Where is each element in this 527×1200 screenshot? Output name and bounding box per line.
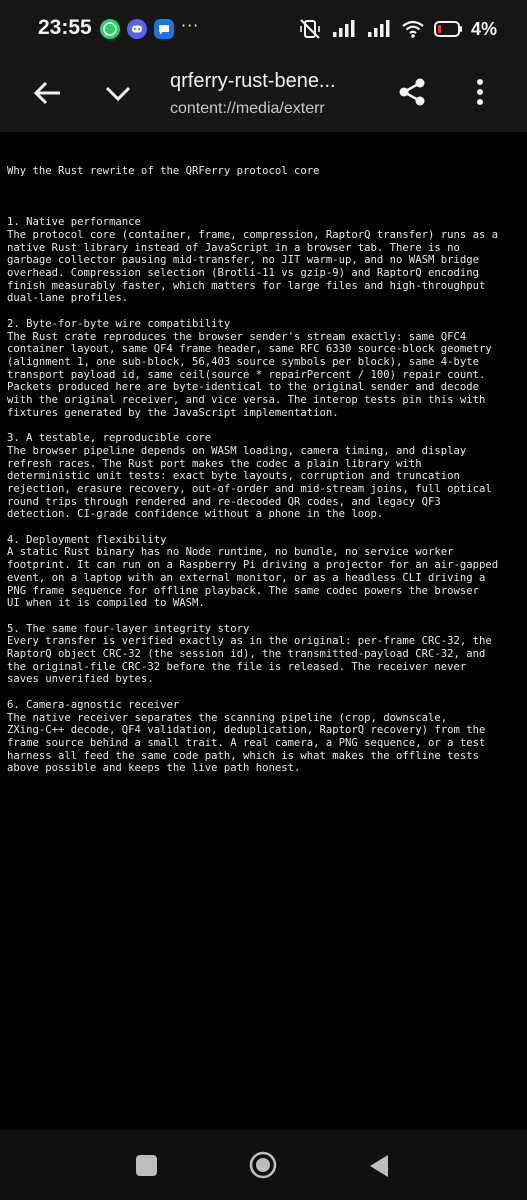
section-line: harness all feed the same code path, which is what makes the offline tests bbox=[7, 749, 479, 762]
signal-1-icon bbox=[331, 19, 357, 39]
section-line: overhead. Compression selection (Brotli-11 vs gzip-9) and RaptorQ encoding bbox=[7, 267, 479, 280]
home-circle-icon bbox=[249, 1151, 277, 1179]
messenger-icon bbox=[154, 19, 174, 39]
section-line: above possible and keeps the live path honest. bbox=[7, 762, 301, 775]
section-line: native Rust library instead of JavaScript in a browser tab. There is no bbox=[7, 241, 460, 254]
section-line: footprint. It can run on a Raspberry Pi driving a projector for an air-gapped bbox=[7, 559, 499, 572]
section-title: 4. Deployment flexibility bbox=[7, 533, 167, 546]
nav-back-button[interactable] bbox=[368, 1154, 390, 1178]
home-button[interactable] bbox=[249, 1151, 277, 1179]
app-bar bbox=[0, 58, 527, 132]
section-line: The native receiver separates the scanning pipeline (crop, downscale, bbox=[7, 711, 448, 724]
section-line: Every transfer is verified exactly as in the original: per-frame CRC-32, the bbox=[7, 635, 492, 648]
document-section bbox=[7, 432, 522, 521]
section-line: transport payload id, same ceil(source * repairPercent / 100) repair count. bbox=[7, 368, 486, 381]
section-title: 2. Byte-for-byte wire compatibility bbox=[7, 317, 231, 330]
chevron-down-icon bbox=[100, 75, 136, 111]
share-button[interactable] bbox=[396, 76, 428, 108]
title-block bbox=[170, 68, 370, 120]
section-line: rejection, erasure recovery, out-of-order and mid-stream joins, full optical bbox=[7, 482, 492, 495]
more-options-button[interactable] bbox=[468, 74, 492, 110]
section-line: garbage collector pausing mid-transfer, no JIT warm-up, and no WASM bridge bbox=[7, 254, 479, 267]
section-title: 1. Native performance bbox=[7, 216, 141, 229]
section-line: frame source behind a small trait. A real camera, a PNG sequence, or a test bbox=[7, 736, 486, 749]
section-line: saves unverified bytes. bbox=[7, 673, 154, 686]
discord-icon bbox=[127, 19, 147, 39]
section-line: refresh races. The Rust port makes the codec a plain library with bbox=[7, 457, 422, 470]
section-title: 5. The same four-layer integrity story bbox=[7, 622, 250, 635]
section-line: dual-lane profiles. bbox=[7, 292, 129, 305]
status-right-group bbox=[298, 17, 497, 41]
section-line: finish measurably faster, which matters for large files and high-throughput bbox=[7, 279, 486, 292]
section-line: RaptorQ object CRC-32 (the session id), the transmitted-payload CRC-32, and bbox=[7, 648, 486, 661]
share-icon bbox=[396, 76, 428, 108]
arrow-left-icon bbox=[30, 75, 66, 111]
section-line: event, on a laptop with an external monitor, or as a headless CLI driving a bbox=[7, 571, 486, 584]
section-title: 6. Camera-agnostic receiver bbox=[7, 698, 180, 711]
document-section bbox=[7, 699, 522, 775]
battery-icon bbox=[434, 20, 462, 38]
status-time: 23:55 bbox=[38, 16, 92, 39]
document-sections bbox=[7, 216, 522, 775]
section-line: The Rust crate reproduces the browser sender's stream exactly: same QFC4 bbox=[7, 330, 467, 343]
recents-button[interactable] bbox=[136, 1155, 157, 1176]
document-section bbox=[7, 216, 522, 305]
section-line: PNG frame sequence for offline playback. The same codec powers the browser bbox=[7, 584, 479, 597]
section-line: with the original receiver, and vice versa. The interop tests pin this with bbox=[7, 394, 486, 407]
more-vert-icon bbox=[468, 74, 492, 110]
section-line: the original-file CRC-32 before the file is released. The receiver never bbox=[7, 660, 467, 673]
document-uri: content://media/exterr bbox=[170, 100, 325, 117]
section-line: deterministic unit tests: exact byte layouts, corruption and truncation bbox=[7, 470, 460, 483]
collapse-button[interactable] bbox=[100, 75, 136, 111]
section-line: The browser pipeline depends on WASM loading, camera timing, and display bbox=[7, 444, 467, 457]
section-line: (alignment 1, one sub-block, 56,403 source symbols per block), same 4-byte bbox=[7, 355, 479, 368]
section-line: A static Rust binary has no Node runtime, no bundle, no service worker bbox=[7, 546, 454, 559]
triangle-back-icon bbox=[368, 1154, 390, 1178]
section-line: The protocol core (container, frame, compression, RaptorQ transfer) runs as a bbox=[7, 228, 499, 241]
more-notifications-indicator: ··· bbox=[181, 16, 200, 35]
wifi-icon bbox=[401, 19, 425, 39]
section-line: fixtures generated by the JavaScript implementation. bbox=[7, 406, 339, 419]
whatsapp-icon bbox=[100, 19, 120, 39]
section-line: UI when it is compiled to WASM. bbox=[7, 597, 205, 610]
section-line: container layout, same QF4 frame header, same RFC 6330 source-block geometry bbox=[7, 343, 492, 356]
section-line: ZXing-C++ decode, QF4 validation, deduplication, RaptorQ recovery) from the bbox=[7, 724, 486, 737]
section-line: round trips through rendered and re-decoded QR codes, and legacy QF3 bbox=[7, 495, 441, 508]
document-section bbox=[7, 534, 522, 610]
back-button[interactable] bbox=[30, 75, 66, 111]
status-bar bbox=[0, 0, 527, 58]
section-title: 3. A testable, reproducible core bbox=[7, 432, 212, 445]
document-heading: Why the Rust rewrite of the QRFerry protocol core bbox=[7, 165, 320, 178]
section-line: detection. CI-grade confidence without a phone in the loop. bbox=[7, 508, 384, 521]
document-title: qrferry-rust-bene... bbox=[170, 70, 336, 92]
navigation-bar bbox=[0, 1130, 527, 1200]
battery-percent: 4% bbox=[470, 18, 497, 39]
section-line: Packets produced here are byte-identical to the original sender and decode bbox=[7, 381, 479, 394]
document-content bbox=[7, 140, 522, 1120]
document-section bbox=[7, 623, 522, 687]
document-section bbox=[7, 318, 522, 420]
vibrate-off-icon bbox=[298, 17, 322, 41]
signal-2-icon bbox=[366, 19, 392, 39]
